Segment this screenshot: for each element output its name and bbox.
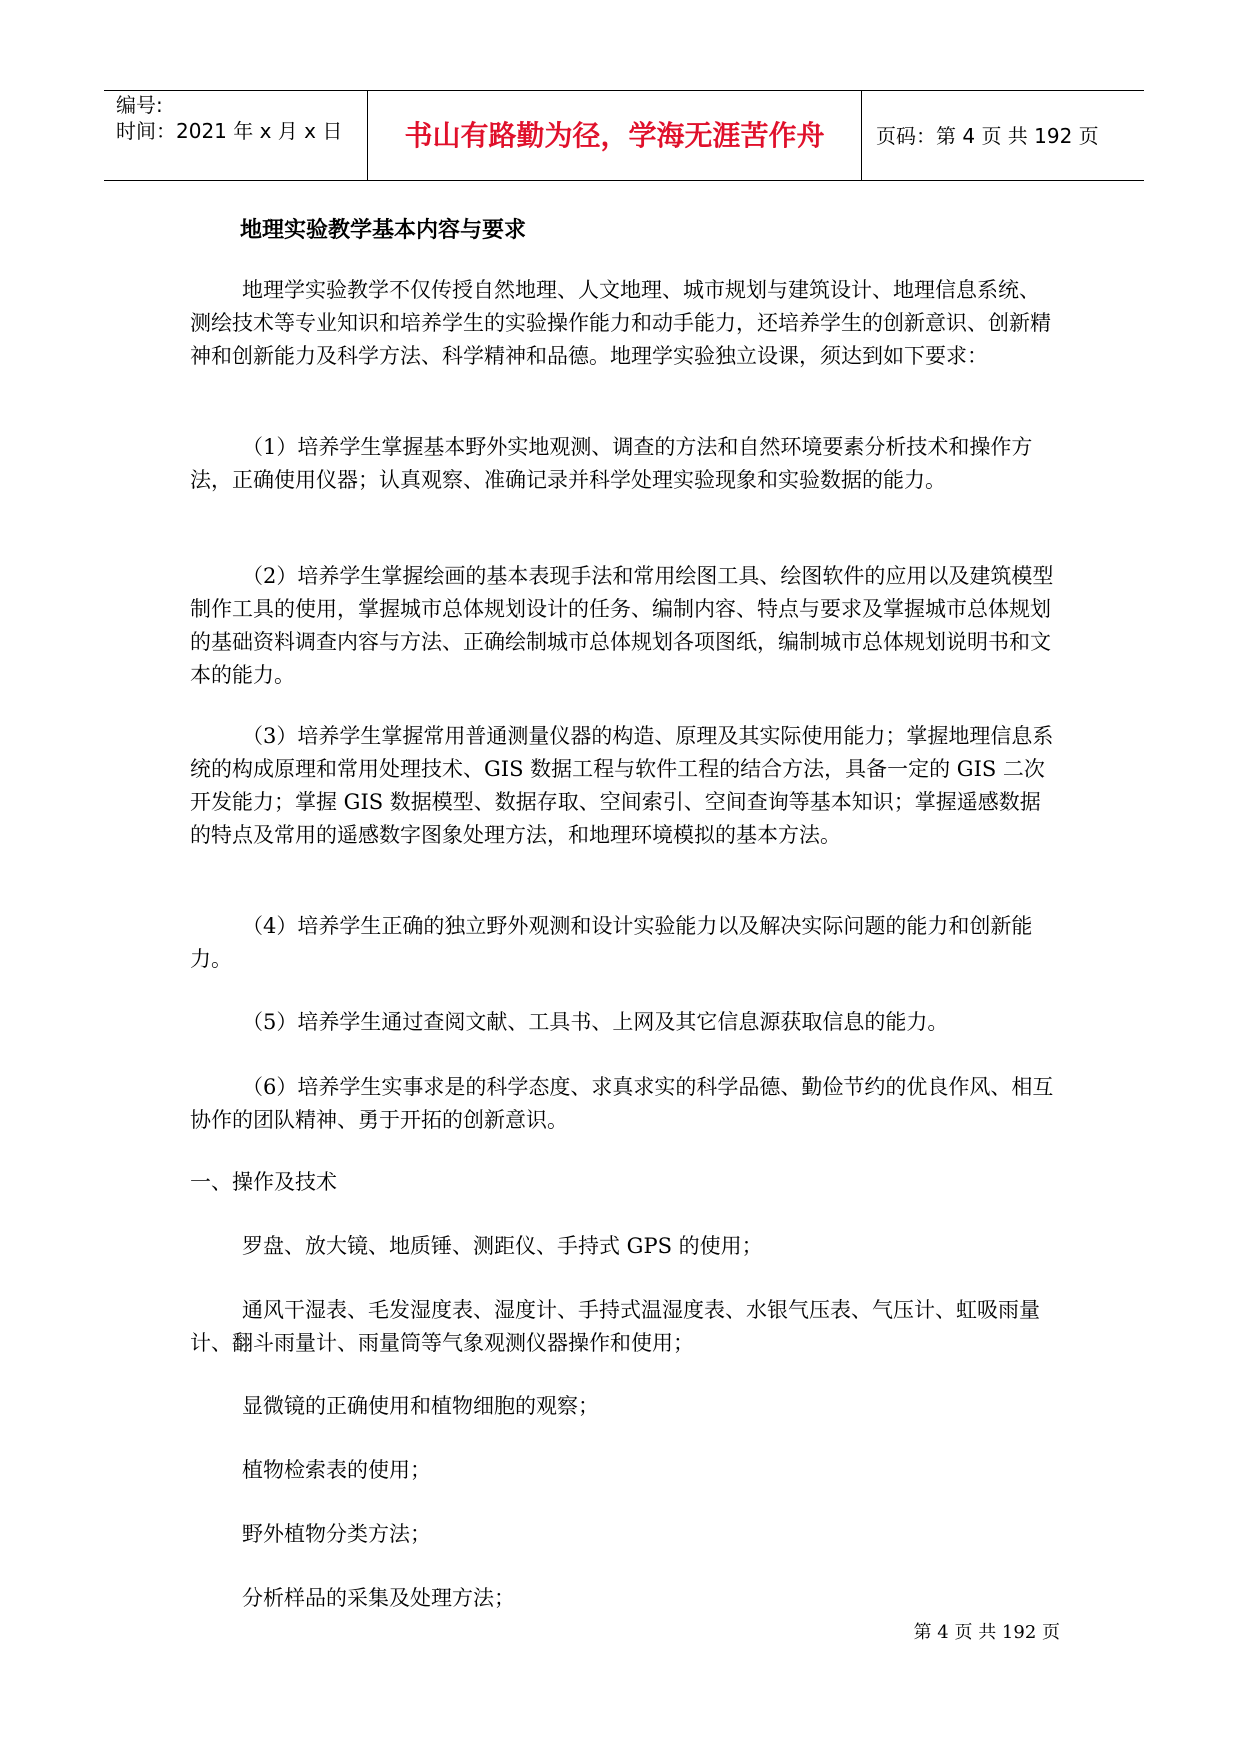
document-header	[104, 90, 1144, 181]
list-item: 分析样品的采集及处理方法；	[242, 1586, 515, 1610]
motto-text: 书山有路勤为径，学海无涯苦作舟	[404, 119, 825, 152]
requirement-5: （5）培养学生通过查阅文献、工具书、上网及其它信息源获取信息的能力。	[242, 1010, 949, 1034]
header-motto-cell	[368, 91, 862, 180]
serial-number-label: 编号:	[116, 93, 163, 117]
requirement-3: （3）培养学生掌握常用普通测量仪器的构造、原理及其实际使用能力；掌握地理信息系统的构成原理和常用处理技术、GIS 数据工程与软件工程的结合方法，具备一定的 GIS 二次开发能力；掌握 GIS 数据模型、数据存取、空间索引、空间查询等基本知识；掌握遥感数据的特点及常用的遥感数字图象处理方法，和地理环境模拟的基本方法。	[190, 724, 1054, 847]
page-code-label: 页码：第 4 页 共 192 页	[876, 124, 1099, 148]
requirement-2: （2）培养学生掌握绘画的基本表现手法和常用绘图工具、绘图软件的应用以及建筑模型制作工具的使用，掌握城市总体规划设计的任务、编制内容、特点与要求及掌握城市总体规划的基础资料调查内容与方法、正确绘制城市总体规划各项图纸，编制城市总体规划说明书和文本的能力。	[190, 564, 1054, 687]
list-item: 野外植物分类方法；	[242, 1522, 431, 1546]
section-heading: 一、操作及技术	[190, 1170, 337, 1194]
requirement-1: （1）培养学生掌握基本野外实地观测、调查的方法和自然环境要素分析技术和操作方法，正确使用仪器；认真观察、准确记录并科学处理实验现象和实验数据的能力。	[190, 435, 1033, 492]
list-item: 通风干湿表、毛发湿度表、湿度计、手持式温湿度表、水银气压表、气压计、虹吸雨量计、翻斗雨量计、雨量筒等气象观测仪器操作和使用；	[190, 1298, 1040, 1355]
page-footer: 第 4 页 共 192 页	[913, 1622, 1060, 1643]
date-label: 时间：2021 年 x 月 x 日	[116, 119, 343, 143]
document-title: 地理实验教学基本内容与要求	[240, 217, 527, 243]
header-left-cell	[104, 91, 368, 180]
list-item: 罗盘、放大镜、地质锤、测距仪、手持式 GPS 的使用；	[242, 1234, 763, 1258]
requirement-6: （6）培养学生实事求是的科学态度、求真求实的科学品德、勤俭节约的优良作风、相互协作的团队精神、勇于开拓的创新意识。	[190, 1075, 1054, 1132]
header-page-cell	[862, 91, 1144, 180]
intro-paragraph: 地理学实验教学不仅传授自然地理、人文地理、城市规划与建筑设计、地理信息系统、测绘技术等专业知识和培养学生的实验操作能力和动手能力，还培养学生的创新意识、创新精神和创新能力及科学方法、科学精神和品德。地理学实验独立设课，须达到如下要求：	[190, 278, 1051, 368]
list-item: 显微镜的正确使用和植物细胞的观察；	[242, 1394, 599, 1418]
requirement-4: （4）培养学生正确的独立野外观测和设计实验能力以及解决实际问题的能力和创新能力。	[190, 914, 1033, 971]
list-item: 植物检索表的使用；	[242, 1458, 431, 1482]
